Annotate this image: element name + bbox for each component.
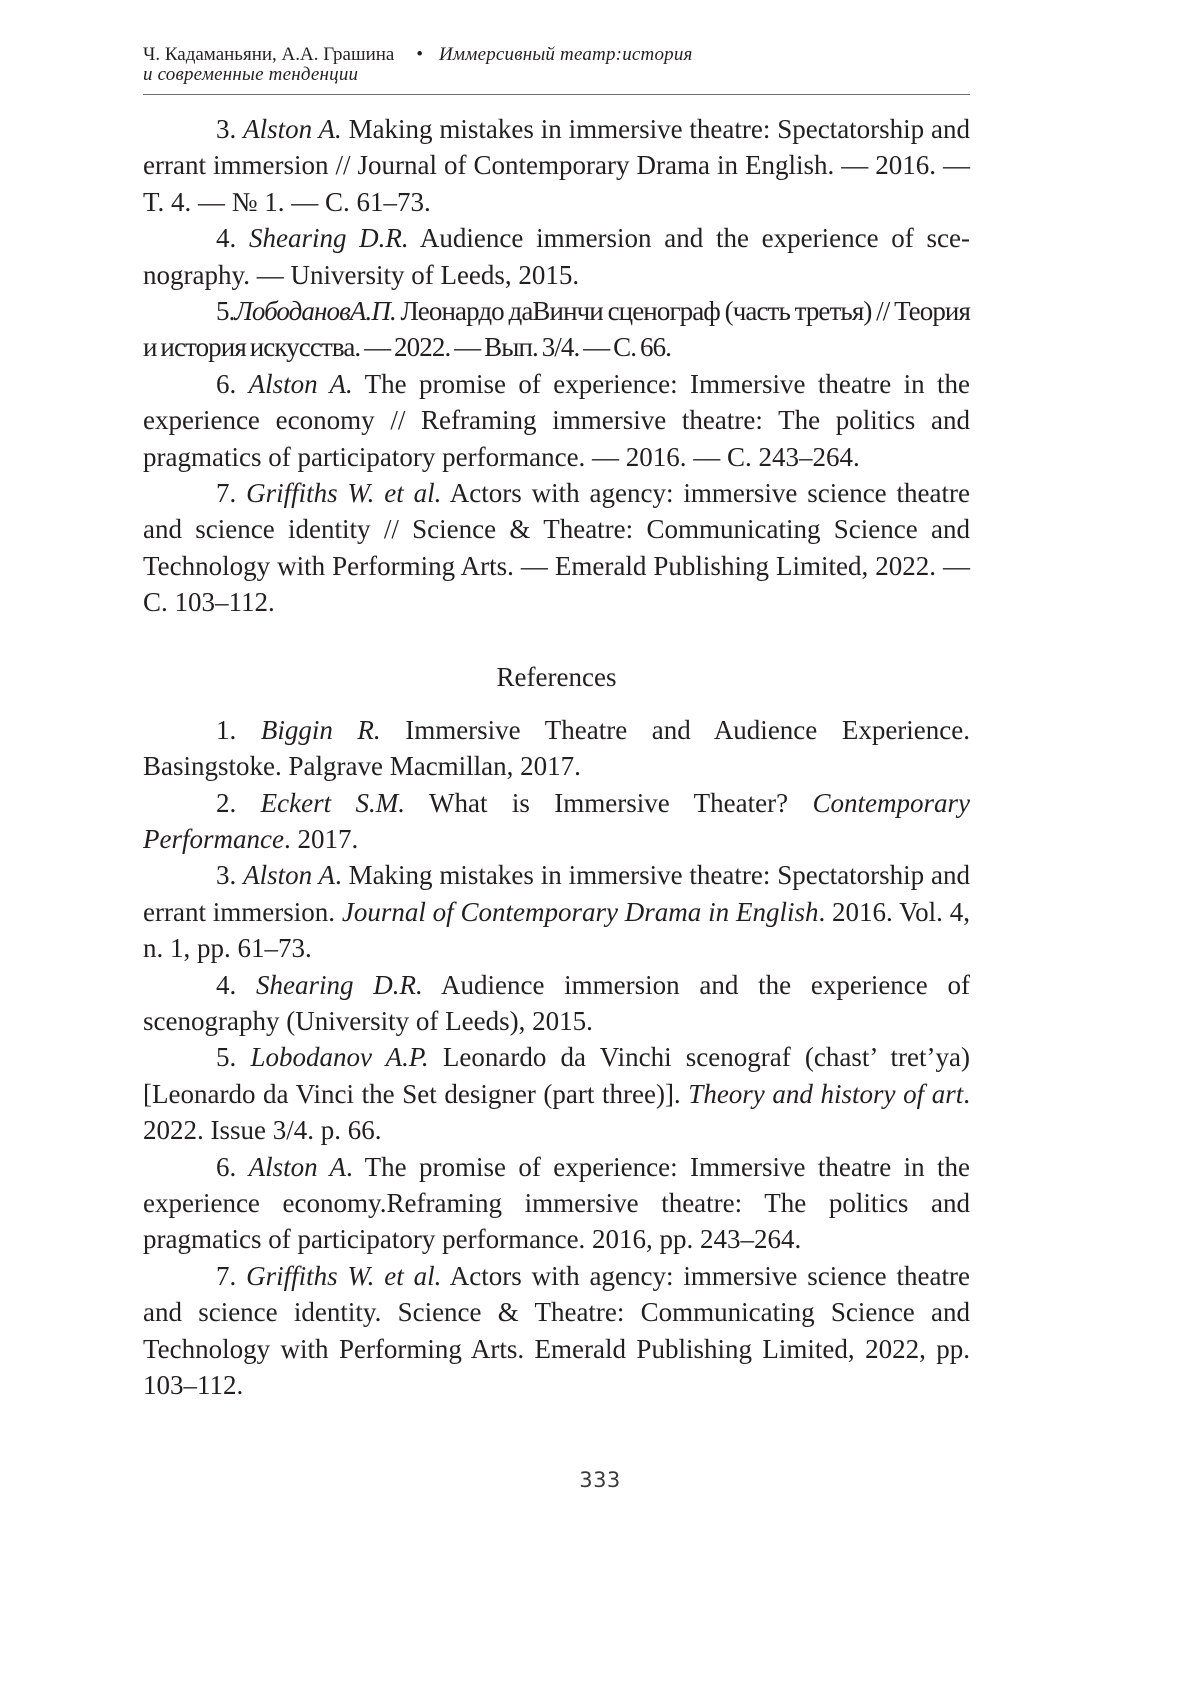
reference-author: Shearing D.R. bbox=[248, 223, 409, 254]
reference-entry: 3. Alston A. Making mistakes in immersive theatre: Spectatorship and errant immersion // Journal of Contemporary Drama in English. — 2016. — T. 4. — № 1. — C. 61–73. bbox=[143, 114, 971, 217]
reference-text: . The promise of experience: Immersive theatre in the experience economy.Reframing immersive theatre: The politics and pragmatics of participatory performance. 2016, pp. 243–264. bbox=[143, 1151, 971, 1255]
running-head-separator: • bbox=[416, 44, 424, 65]
reference-author: Biggin R. bbox=[260, 714, 381, 745]
reference-entry: 7. Griffiths W. et al. Actors with agency: immersive science theatre and science identity. Science & Theatre: Communicating Science and Technology with Performing Arts. Emerald Publishing Limited, 2022, pp. 103–112. bbox=[143, 1260, 970, 1400]
reference-author: Shearing D.R. bbox=[256, 969, 423, 1000]
reference-entry: 6. Alston A. The promise of experience: Immersive theatre in the experience economy // Reframing immersive theatre: The politics and pragmatics of participatory performance. — 2016. — C. 243–264. bbox=[143, 368, 971, 472]
reference-text: Леонардо даВинчи сценограф (часть третья) // Теория и история искусства. — 2022. — Вып. 3/4. — С. 66. bbox=[143, 296, 970, 363]
reference-text: . Making mistakes in immersive theatre: Spectatorship and errant immersion. bbox=[143, 860, 971, 927]
references-heading: References bbox=[496, 661, 617, 692]
reference-entry: 5. Lobodanov A.P. Leonardo da Vinchi scenograf (chast’ tret’ya) [Leonardo da Vinci the Set designer (part three)]. Theory and history of art. 2022. Issue 3/4. p. 66. bbox=[143, 1042, 970, 1146]
reference-text: Audience immersion and the experience of scenography (University of Leeds), 2015. bbox=[143, 969, 971, 1036]
header-rule bbox=[143, 94, 970, 95]
reference-entry: 1. Biggin R. Immersive Theatre and Audience Experience. Basingstoke. Palgrave Macmillan, 2017. bbox=[143, 714, 971, 782]
reference-text: Actors with agency: immersive science theatre and science identity. Science & Theatre: Communicating Science and Technology with Performing Arts. Emerald Publishing Limited, 2022, pp. 103–112. bbox=[143, 1260, 970, 1400]
reference-text: Actors with agency: immersive science theatre and science identity // Science & Theatre: Communicating Science and Technology with Performing Arts. — Emerald Publishing Limited, 2022. — C. 103–112. bbox=[143, 478, 970, 618]
reference-entry: 7. Griffiths W. et al. Actors with agency: immersive science theatre and science identity // Science & Theatre: Communicating Science and Technology with Performing Arts. — Emerald Publishing Limited, 2022. — C. 103–112. bbox=[143, 478, 970, 618]
reference-entry: 2. Eckert S.M. What is Immersive Theater? Contemporary Performance. 2017. bbox=[143, 787, 971, 854]
reference-text: Audience immersion and the experience of scenography. — University of Leeds, 2015. bbox=[143, 223, 970, 290]
reference-author: Eckert S.M. bbox=[260, 787, 406, 818]
reference-text: What is Immersive Theater? bbox=[405, 787, 813, 818]
reference-author: ЛободановА.П. bbox=[234, 296, 396, 327]
reference-text: Making mistakes in immersive theatre: Spectatorship and errant immersion // Journal of Contemporary Drama in English. — 2016. — T. 4. — № 1. — C. 61–73. bbox=[143, 114, 971, 217]
reference-entry: 4. Shearing D.R. Audience immersion and the experience of scenography. — University of Leeds, 2015. bbox=[143, 223, 970, 290]
reference-entry: 5.ЛободановА.П. Леонардо даВинчи сценограф (часть третья) // Теория и история искусства. — 2022. — Вып. 3/4. — С. 66. bbox=[143, 296, 970, 363]
reference-author: Griffiths W. et al. bbox=[246, 1260, 442, 1291]
running-head-authors: Ч. Кадаманьяни, А.А. Грашина bbox=[143, 44, 395, 65]
reference-author: Alston A. bbox=[243, 114, 342, 144]
reference-author: Lobodanov A.P. bbox=[250, 1042, 429, 1073]
reference-source: Theory and history of art bbox=[688, 1078, 964, 1109]
reference-text: The promise of experience: Immersive theatre in the experience economy // Reframing immersive theatre: The politics and pragmatics of participatory performance. — 2016. — C. 243–264. bbox=[143, 368, 971, 472]
running-head-title-continued: и современные тенденции bbox=[143, 64, 359, 85]
russian-reference-list bbox=[143, 111, 970, 621]
english-reference-list bbox=[143, 712, 970, 1404]
reference-author: Alston A bbox=[243, 860, 335, 891]
page-number: 333 bbox=[579, 1468, 621, 1492]
reference-entry: 6. Alston A. The promise of experience: Immersive theatre in the experience economy.Reframing immersive theatre: The politics and pragmatics of participatory performance. 2016, pp. 243–264. bbox=[143, 1151, 971, 1255]
reference-author: Griffiths W. et al. bbox=[246, 478, 442, 509]
running-head-title: Иммерсивный театр:история bbox=[439, 44, 693, 65]
reference-entry: 3. Alston A. Making mistakes in immersive theatre: Spectatorship and errant immersion. Journal of Contemporary Drama in English. 2016. Vol. 4, n. 1, pp. 61–73. bbox=[143, 860, 971, 964]
bibliography bbox=[143, 111, 970, 1403]
running-head bbox=[143, 45, 970, 85]
reference-text: Immersive Theatre and Audience Experience. Basingstoke. Palgrave Macmillan, 2017. bbox=[143, 714, 971, 782]
reference-source: Contemporary Performance bbox=[143, 787, 971, 854]
reference-source: Journal of Contemporary Drama in English bbox=[341, 896, 819, 927]
reference-author: Alston A. bbox=[248, 368, 353, 399]
reference-text: Leonardo da Vinchi scenograf (chast’ tret’ya) [Leonardo da Vinci the Set designer (part three)]. bbox=[143, 1042, 970, 1109]
reference-author: Alston A bbox=[248, 1151, 347, 1182]
reference-entry: 4. Shearing D.R. Audience immersion and the experience of scenography (University of Leeds), 2015. bbox=[143, 969, 971, 1036]
